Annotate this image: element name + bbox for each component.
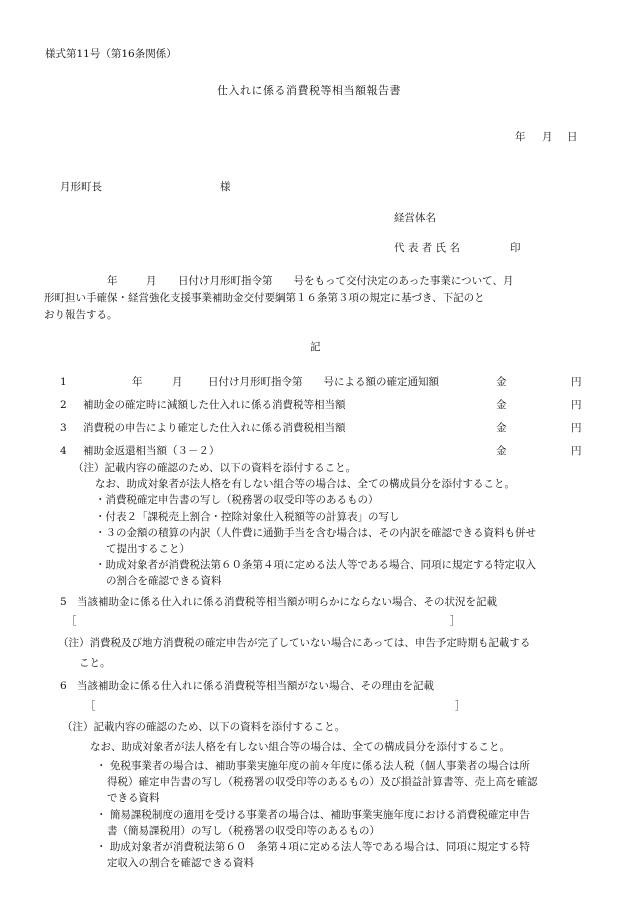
item-text: 消費税の申告により確定した仕入れに係る消費税相当額 [83, 422, 346, 434]
date-year: 年 [515, 131, 526, 143]
amount-unit: 円 [571, 422, 582, 434]
intro-year: 年 [107, 275, 118, 287]
item-text: 補助金返還相当額（３－２） [83, 445, 220, 457]
amount-unit: 円 [571, 399, 582, 411]
item-month: 月 [172, 376, 183, 388]
amount-prefix: 金 [496, 399, 507, 411]
note-line: （注）消費税及び地方消費税の確定申告が完了していない場合にあっては、申告予定時期も記載する [58, 637, 531, 649]
amount-prefix: 金 [496, 376, 507, 388]
date-month: 月 [542, 131, 553, 143]
representative-label: 代 表 者 氏 名 [394, 242, 460, 254]
item-number: 3 [60, 422, 67, 434]
addressee-name: 月形町長 [60, 181, 102, 193]
amount-prefix: 金 [496, 445, 507, 457]
note-bullet-cont: 定収入の割合を確認できる資料 [107, 857, 254, 869]
item-number: 2 [60, 399, 67, 411]
intro-line-3: おり報告する。 [44, 309, 118, 321]
document-title: 仕入れに係る消費税等相当額報告書 [217, 84, 401, 97]
note-line: こと。 [79, 657, 111, 669]
note-bullet-cont: 得税）確定申告書の写し（税務署の収受印等のあるもの）及び損益計算書等、売上高を確認 [107, 776, 538, 788]
amount-unit: 円 [571, 445, 582, 457]
item-number: 4 [60, 445, 67, 457]
note-bullet: ・助成対象者が消費税法第６０条第４項に定める法人等である場合、同項に規定する特定収入 [95, 559, 536, 571]
amount-unit: 円 [571, 376, 582, 388]
note-bullet: ・ 簡易課税制度の適用を受ける事業者の場合は、補助事業実施年度における消費税確定申告 [96, 809, 530, 821]
addressee-honorific: 様 [220, 181, 231, 193]
note-bullet-cont: の割合を確認できる資料 [106, 575, 222, 587]
item-number: 5 [60, 596, 67, 608]
ki-heading: 記 [310, 341, 321, 353]
intro-line-1: 日付け月形町指令第 号をもって交付決定のあった事業について、月 [178, 275, 514, 287]
item-number: 1 [60, 376, 67, 388]
note-bullet-cont: て提出すること） [106, 543, 190, 555]
bracket-open: ［ [66, 615, 77, 627]
item-year: 年 [132, 376, 143, 388]
item-text: 日付け月形町指令第 号による額の確定通知額 [208, 376, 439, 388]
note-head: （注）記載内容の確認のため、以下の資料を添付すること。 [73, 462, 357, 474]
note-sub: なお、助成対象者が法人格を有しない組合等の場合は、全ての構成員分を添付すること。 [90, 741, 510, 753]
note-bullet: ・付表２「課税売上割合・控除対象仕入税額等の計算表」の写し [95, 511, 400, 523]
note-bullet: ・３の金額の積算の内訳（人件費に通勤手当を含む場合は、その内訳を確認できる資料も併せ [95, 527, 536, 539]
item-number: 6 [60, 680, 67, 692]
note-sub: なお、助成対象者が法人格を有しない組合等の場合は、全ての構成員分を添付すること。 [95, 478, 515, 490]
note-bullet: ・ 免税事業者の場合は、補助事業実施年度の前々年度に係る法人税（個人事業者の場合は所 [96, 760, 530, 772]
intro-month: 月 [146, 275, 157, 287]
note-bullet-cont: できる資料 [107, 792, 160, 804]
note-bullet: ・ 助成対象者が消費税法第６０ 条第４項に定める法人等である場合は、同項に規定する特 [96, 841, 530, 853]
note-bullet: ・消費税確定申告書の写し（税務署の収受印等のあるもの） [95, 494, 379, 506]
bracket-close: ］ [455, 700, 466, 712]
item-text: 当該補助金に係る仕入れに係る消費税等相当額がない場合、その理由を記載 [77, 680, 434, 692]
item-text: 補助金の確定時に減額した仕入れに係る消費税等相当額 [83, 399, 346, 411]
business-name-label: 経営体名 [394, 212, 436, 224]
bracket-open: ［ [85, 700, 96, 712]
item-text: 当該補助金に係る仕入れに係る消費税等相当額が明らかにならない場合、その状況を記載 [77, 596, 497, 608]
date-day: 日 [567, 131, 578, 143]
intro-line-2: 形町担い手確保・経営強化支援事業補助金交付要綱第１６条第３項の規定に基づき、下記のと [44, 292, 485, 304]
bracket-close: ］ [450, 615, 461, 627]
form-number: 様式第11号（第16条関係） [45, 48, 177, 60]
note-bullet-cont: 書（簡易課税用）の写し（税務署の収受印等のあるもの） [107, 825, 380, 837]
seal-mark: 印 [510, 242, 521, 254]
amount-prefix: 金 [496, 422, 507, 434]
note-head: （注）記載内容の確認のため、以下の資料を添付すること。 [62, 721, 346, 733]
